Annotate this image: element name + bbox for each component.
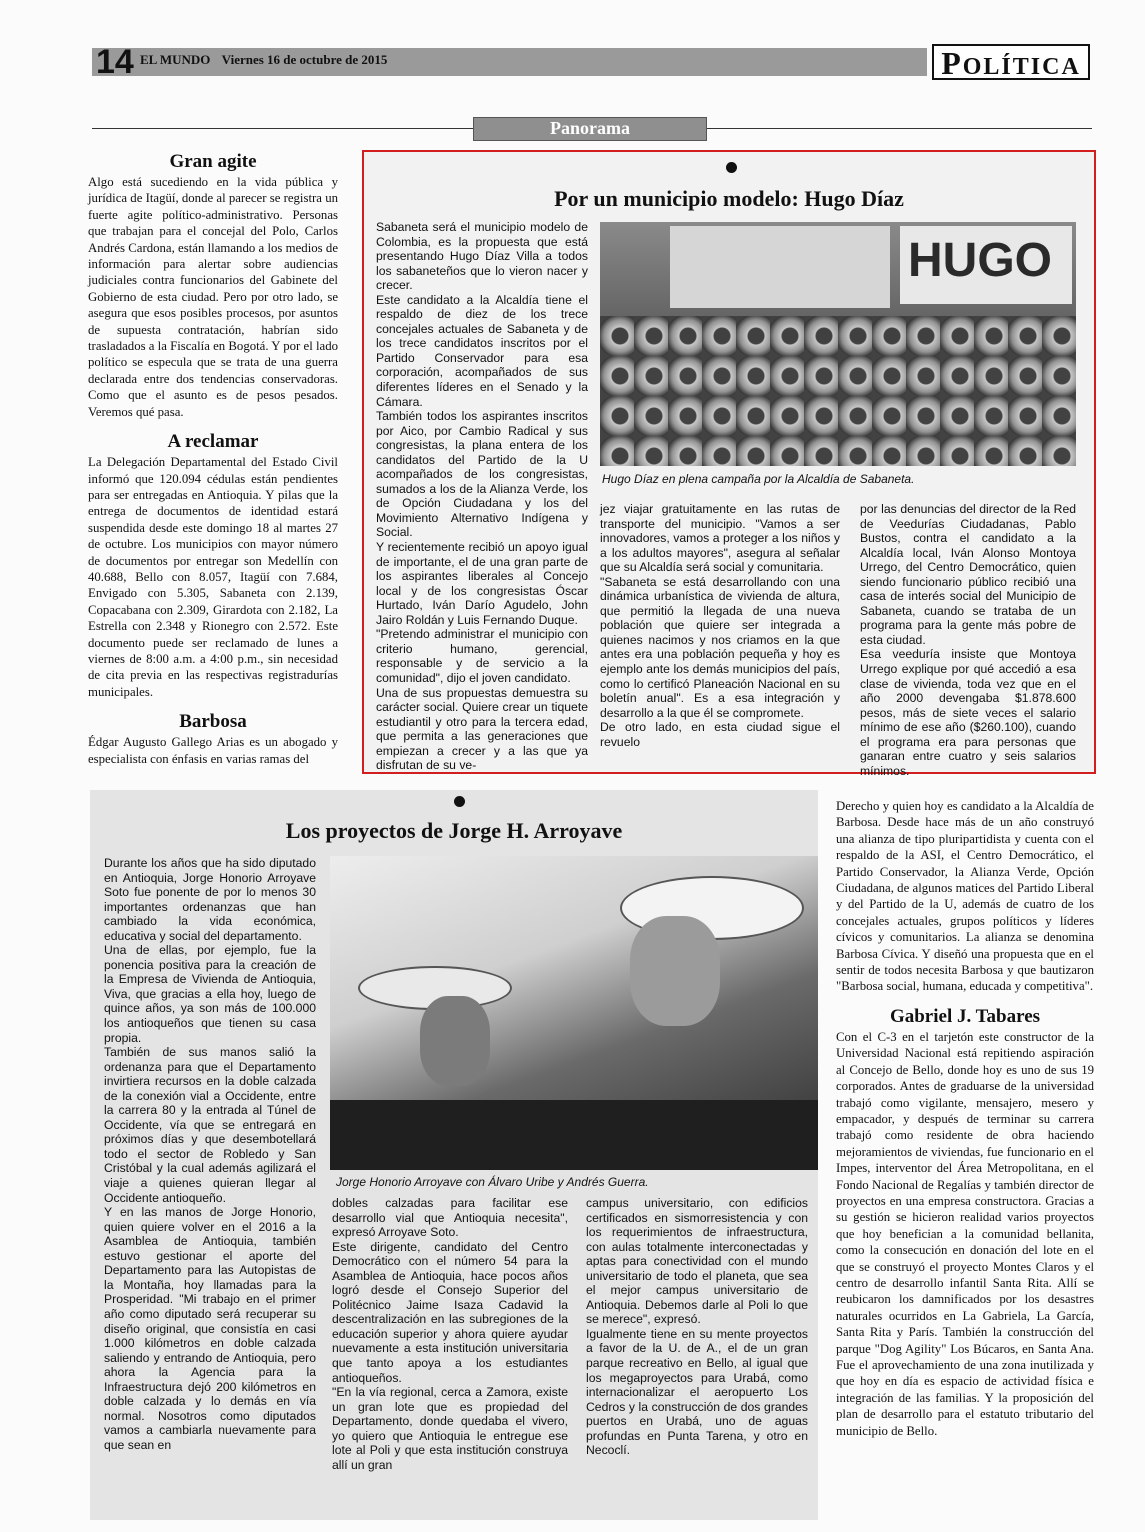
left-column [88, 150, 338, 767]
paragraph: Y en las manos de Jorge Honorio, quien quiere volver en el 2016 a la Asamblea de Antioquia, también estuvo gestionar el aporte del Departamento para las Autopistas de la Montaña, hoy llamadas para la Prosperidad. "Mi trabajo en el primer año como diputado será recuperar su diseño original, que consistía en casi 1.000 kilómetros en doble calzada saliendo y entrando de Antioquia, pero ahora la Agencia para la Infraestructura dejó 200 kilómetros en doble calzada y lo demás en vía normal. Nosotros como diputados vamos a cambiarla nuevamente para que sean en [104, 1205, 316, 1452]
page-header [92, 44, 1092, 82]
hugo-diaz-headline: Por un municipio modelo: Hugo Díaz [554, 186, 904, 211]
panorama-label: Panorama [473, 117, 707, 141]
gabriel-tabares-heading: Gabriel J. Tabares [889, 1005, 1041, 1027]
arroyave-photo [330, 856, 818, 1170]
paragraph: Una de ellas, por ejemplo, fue la ponencia positiva para la creación de la Empresa de Vivienda de Antioquia, Viva, que gracias a ella hoy, luego de quince años, ya son más de 100.000 los antioqueños que tienen su casa propia. [104, 943, 316, 1045]
right-column [836, 798, 1094, 1439]
crowd [600, 316, 1076, 466]
campaign-crowd-photo [600, 222, 1076, 466]
paragraph: campus universitario, con edificios certificados en sismorresistencia y con los requerimientos de infraestructura, con aulas totalmente interconectadas y aptas para conectividad con el mundo universitario de todo el planeta, que sea el mejor campus universitario de Antioquia. Debemos darle al Poli lo que se merece", expresó. [586, 1196, 808, 1327]
a-reclamar-text: La Delegación Departamental del Estado Civil informó que 120.094 cédulas están pendientes para ser entregadas en Antioquia. Y pilas que la entrega de documentos de identidad estará suspendida desde este domingo 18 al martes 27 de octubre. Los municipios con mayor número de documentos por entregar son Medellín con 40.688, Bello con 8.057, Itagüí con 7.684, Envigado con 5.305, Sabaneta con 2.139, Copacabana con 2.309, Girardota con 2.182, La Estrella con 2.348 y Rionegro con 2.572. Este documento puede ser reclamado de lunes a viernes de 8:00 a.m. a 4:00 p.m., sin necesidad de cita previa en las respectivas registradurías municipales. [88, 455, 338, 699]
section-initial: P [941, 45, 963, 81]
paragraph: Una de sus propuestas demuestra su carácter social. Quiere crear un tiquete estudiantil y otro para la tercera edad, que permita a las generaciones que empiezan a crecer y a las que ya disfrutan de su ve- [376, 685, 588, 773]
gran-agite-text: Algo está sucediendo en la vida pública y jurídica de Itagüí, donde al parecer se registra un fuerte agite político-administrativo. Personas que trabajan para el concejal del Polo, Carlos Andrés Cardona, están llamando a los medios de información para alertar sobre audiencias judiciales contra funcionarios del Gabinete del Gobierno de esta ciudad. Pero por otro lado, se asegura que esos posibles procesos, por asuntos de supuesta contratación, habrían sido trasladados a la Fiscalía en Bogotá. Y por el lado político se especula que se trata de una guerra declarada entre dos tendencias conservadoras. Como que el asunto es de pesos pesados. Veremos qué pasa. [88, 175, 338, 419]
paragraph: Sabaneta será el municipio modelo de Colombia, es la propuesta que está presentando Hugo Díaz Villa a todos los sabaneteños que lo vieron nacer y crecer. [376, 220, 588, 293]
barbosa-continued-text: Derecho y quien hoy es candidato a la Alcaldía de Barbosa. Desde hace más de un año construyó una alianza de tipo pluripartidista y cuenta con el respaldo de la ASI, el Centro Democrático, el Partido Conservador, la Alianza Verde, Opción Ciudadana, de algunos matices del Partido Liberal y del Partido de la U, además de cuatro de los concejales actuales, grupos políticos y líderes cívicos y comunitarios. La alianza se denomina Barbosa Cívica. Y diseñó una propuesta que en el sentir de todos necesita Barbosa y que bautizaron "Barbosa social, humana, educada y competitiva". [836, 799, 1094, 994]
paragraph: Igualmente tiene en su mente proyectos a favor de la U. de A., el de un gran parque recreativo en Bello, al igual que los megaproyectos para Urabá, como internacionalizar el aeropuerto Los Cedros y la construcción de dos grandes puertos en Urabá, uno de aguas profundas en Punta Tarena, y otro en Necoclí. [586, 1326, 808, 1458]
issue-date: Viernes 16 de octubre de 2015 [221, 52, 388, 67]
barbosa-text: Édgar Augusto Gallego Arias es un abogado y especialista con énfasis en varias ramas del [88, 735, 338, 766]
paragraph: Este dirigente, candidato del Centro Democrático con el número 54 para la Asamblea de Antioquia, hace pocos años logró desde el Consejo Superior del Politécnico Jaime Isaza Cadavid la descentralización en las subregiones de la educación superior y ahora quiere ayudar nuevamente a esta institución universitaria que tanto apoya a los estudiantes antioqueños. [332, 1239, 568, 1385]
page-number: 14 [96, 43, 134, 81]
a-reclamar-heading: A reclamar [167, 431, 259, 453]
paper-name: EL MUNDO [140, 52, 211, 67]
paragraph: "En la vía regional, cerca a Zamora, existe un gran lote que es propiedad del Departamento, donde quedaba el vivero, yo quiero que Antioquia le entregue ese lote al Poli y que esta institución construya allí un gran [332, 1385, 568, 1472]
paragraph: jez viajar gratuitamente en las rutas de transporte del municipio. "Vamos a ser innovadores, vamos a proteger a los niños y a los adultos mayores", asegura al señalar que su Alcaldía será social y comunitaria. [600, 502, 840, 575]
candidate-banner [670, 226, 890, 308]
bullet-dot [454, 796, 465, 807]
gabriel-tabares-text: Con el C-3 en el tarjetón este constructor de la Universidad Nacional está repitiendo aspiración al Concejo de Bello, donde hoy es uno de sus 19 corporados. Antes de graduarse de la universidad trabajó como vigilante, mensajero, mesero y empacador, y después de terminar su carrera trabajó como residente de obra haciendo mejoramientos de viviendas, fue funcionario en el Impes, interventor del Área Metropolitana, en el Fondo Nacional de Regalías y también director de proyectos en una empresa constructora. Gracias a su gestión se hicieron realidad varios proyectos que hoy benefician a la comunidad bellanita, como la consecución en donación del lote en el que se construyó el proyecto Montes Claros y el centro de desarrollo infantil Santa Rita. Allí se reubicaron los damnificados por los desastres naturales ocurridos en La Gabriela, La García, Santa Rita y París. También la construcción del parque "Dog Agility" Los Búcaros, en Santa Ana. Fue el aprovechamiento de una zona inutilizada y que hoy en día es espacio de actividad física e integración de las familias. Y la proposición del plan de desarrollo para el estatuto tributario del municipio de Bello. [836, 1029, 1094, 1438]
paragraph: "Pretendo administrar el municipio con criterio humano, gerencial, responsable y de servicio a la comunidad", dijo el joven candidato. [376, 627, 588, 685]
paragraph: Durante los años que ha sido diputado en Antioquia, Jorge Honorio Arroyave Soto fue ponente de por lo menos 30 importantes ordenanzas que han cambiado la vida económica, educativa y social del departamento. [104, 856, 316, 943]
paragraph: Esa veeduría insiste que Montoya Urrego explique por qué accedió a esa clase de vivienda, toda vez que en el año 2000 devengaba $1.878.600 pesos, más de siete veces el salario mínimo de ese año ($260.100), cuando el programa era para personas que ganaran entre cuatro y seis salarios mínimos. [860, 647, 1076, 778]
barbosa-heading: Barbosa [179, 711, 247, 733]
gran-agite-heading: Gran agite [169, 151, 257, 172]
hugo-diaz-column-2 [600, 502, 840, 749]
paragraph: De otro lado, en esta ciudad sigue el revuelo [600, 720, 840, 749]
paragraph: Este candidato a la Alcaldía tiene el respaldo de diez de los trece concejales actuales de Sabaneta y de los trece candidatos inscritos por el Partido Conservador para esa corporación, acompañados de sus diferentes líderes en el Senado y la Cámara. [376, 292, 588, 409]
speaker-figure [420, 996, 490, 1086]
hugo-diaz-column-3 [860, 502, 1076, 778]
campaign-sign: HUGO [900, 226, 1072, 304]
paragraph: dobles calzadas para facilitar ese desarrollo vial que Antioquia necesita", expresó Arroyave Soto. [332, 1196, 568, 1240]
masthead-line [140, 52, 387, 68]
listener-figure [630, 916, 720, 1026]
section-rest: OLÍTICA [962, 54, 1081, 80]
paragraph: Y recientemente recibió un apoyo igual de importante, el de una gran parte de los aspirantes liberales al Concejo local y de los congresistas Óscar Hurtado, Iván Darío Agudelo, John Jairo Roldán y Luis Fernando Duque. [376, 540, 588, 627]
arroyave-column-2 [332, 1196, 568, 1472]
hugo-diaz-column-1 [376, 220, 588, 773]
arroyave-column-3 [586, 1196, 808, 1458]
balcony-railing [330, 1100, 818, 1170]
section-label [932, 44, 1090, 80]
paragraph: También de sus manos salió la ordenanza para que el Departamento invirtiera recursos en la doble calzada de la conexión vial a Occidente, entre la carrera 80 y la entrada al Túnel de Occidente, vía que se entregará en próximos días y que desembotellará todo el sector de Robledo y San Cristóbal y la cual además agilizará el viaje a quienes quieran llegar al Occidente antioqueño. [104, 1045, 316, 1205]
photo-caption: Jorge Honorio Arroyave con Álvaro Uribe y Andrés Guerra. [336, 1175, 649, 1189]
arroyave-headline: Los proyectos de Jorge H. Arroyave [285, 818, 623, 843]
paragraph: por las denuncias del director de la Red de Veedurías Ciudadanas, Pablo Bustos, contra el candidato a la Alcaldía local, Iván Alonso Montoya Urrego, del Centro Democrático, quien siendo funcionario público recibió una casa de interés social del Municipio de Sabaneta, cuando se trataba de un programa para la gente más pobre de esta ciudad. [860, 502, 1076, 647]
bullet-dot [726, 162, 737, 173]
paragraph: "Sabaneta se está desarrollando con una dinámica urbanística de vivienda de altura, que permitió la llegada de una nueva población que quiere ser integrada a quienes nacimos y nos criamos en la que antes era una población pequeña y hoy es ejemplo ante los demás municipios del país, como lo certificó Planeación Nacional en su boletín anual". Es a esa integración y desarrollo a la que él se compromete. [600, 574, 840, 720]
arroyave-column-1 [104, 856, 316, 1452]
paragraph: También todos los aspirantes inscritos por Aico, por Cambio Radical y sus congresistas, la plana entera de los candidatos del Partido de la U acompañados de los congresistas, sumados a los de la Alianza Verde, los de Opción Ciudadana y los del Movimiento Alternativo Indígena y Social. [376, 409, 588, 540]
photo-caption: Hugo Díaz en plena campaña por la Alcaldía de Sabaneta. [602, 472, 915, 486]
